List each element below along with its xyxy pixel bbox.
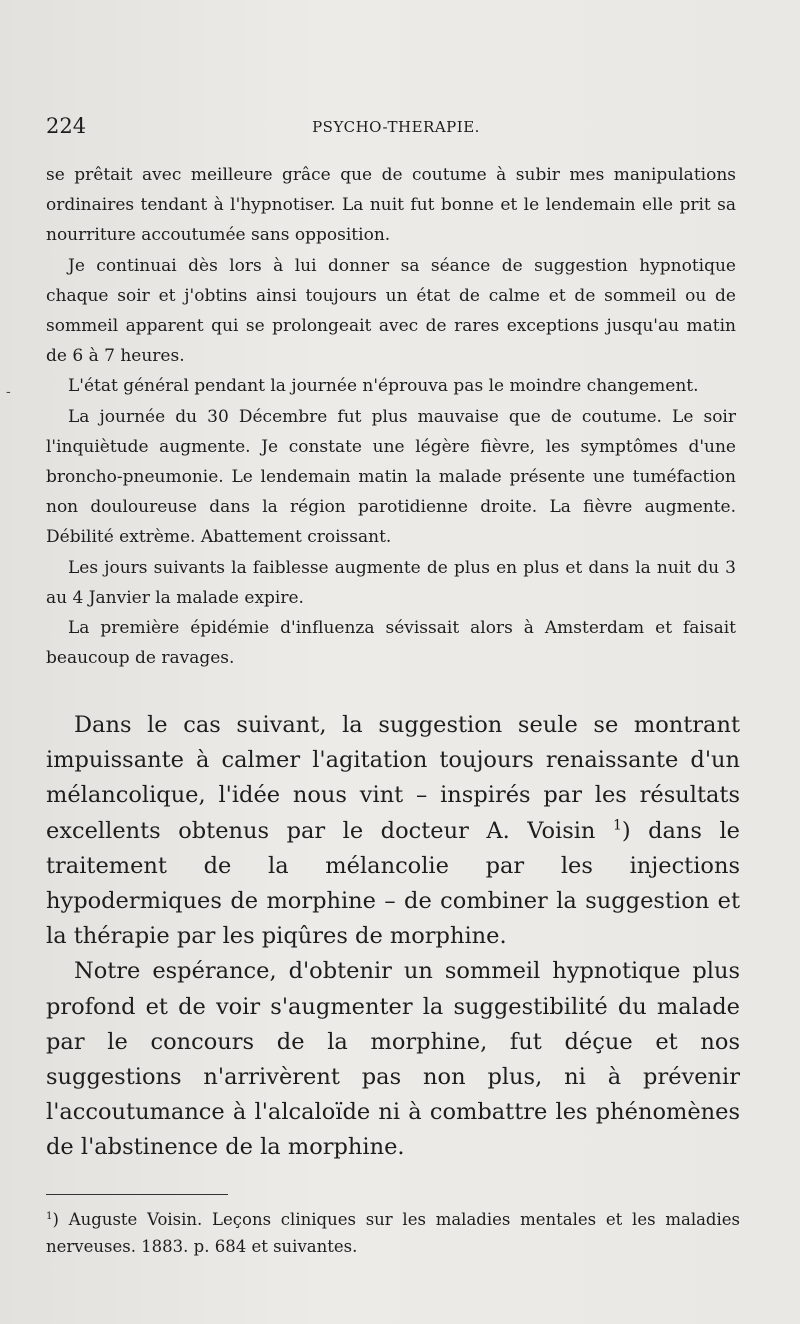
footnote xyxy=(46,1206,740,1260)
footnote-divider xyxy=(46,1194,228,1195)
footnote-reference-paren: ) xyxy=(621,817,631,844)
paragraph xyxy=(46,708,740,954)
paragraph: Notre espérance, d'obtenir un sommeil hypnotique plus profond et de voir s'augmenter la suggestibilité du malade par le concours de la morphine, fut déçue et nos suggestions n'arrivèrent pas non plus, ni à prévenir l'accoutumance à l'alcaloïde ni à combattre les phénomènes de l'abstinence de la morphine. xyxy=(46,958,740,1161)
footnote-text: Auguste Voisin. Leçons cliniques sur les maladies mentales et les maladies nerveuses. 1883. p. 684 et suivantes. xyxy=(46,1210,740,1256)
paragraph-text: dans le traitement de la mélancolie par les injections hypodermiques de morphine – de combiner la suggestion et la thérapie par les piqûres de morphine. xyxy=(46,817,740,950)
paragraph: se prêtait avec meilleure grâce que de coutume à subir mes manipulations ordinaires tendant à l'hypnotiser. La nuit fut bonne et le lendemain elle prit sa nourriture accoutumée sans opposition. xyxy=(46,165,736,246)
paragraph: Je continuai dès lors à lui donner sa séance de suggestion hypnotique chaque soir et j'obtins ainsi toujours un état de calme et de sommeil ou de sommeil apparent qui se prolongeait avec de rares exceptions jusqu'au matin de 6 à 7 heures. xyxy=(46,255,736,367)
footnote-reference[interactable]: 1 xyxy=(612,817,622,834)
margin-mark: - xyxy=(6,384,11,400)
main-text xyxy=(46,708,740,1166)
running-title: PSYCHO-THERAPIE. xyxy=(312,118,480,136)
case-report-text xyxy=(46,160,736,673)
paragraph: Les jours suivants la faiblesse augmente de plus en plus et dans la nuit du 3 au 4 Janvier la malade expire. xyxy=(46,557,736,608)
footnote-marker: 1 xyxy=(46,1210,53,1222)
paragraph-text: Dans le cas suivant, la suggestion seule se montrant impuissante à calmer l'agitation toujours renaissante d'un mélancolique, l'idée nous vint – inspirés par les résultats excellents obtenus par le docteur A. Voisin xyxy=(46,712,740,844)
paragraph: La première épidémie d'influenza sévissait alors à Amsterdam et faisait beaucoup de ravages. xyxy=(46,618,736,669)
paragraph: La journée du 30 Décembre fut plus mauvaise que de coutume. Le soir l'inquiètude augmente. Je constate une légère fièvre, les symptômes d'une broncho-pneumonie. Le lendemain matin la malade présente une tuméfaction non douloureuse dans la région parotidienne droite. La fièvre augmente. Débilité extrème. Abattement croissant. xyxy=(46,406,736,548)
footnote-marker-paren: ) xyxy=(52,1210,59,1229)
page-header xyxy=(46,114,746,144)
page-number: 224 xyxy=(46,114,87,138)
paragraph: L'état général pendant la journée n'éprouva pas le moindre changement. xyxy=(68,376,699,397)
